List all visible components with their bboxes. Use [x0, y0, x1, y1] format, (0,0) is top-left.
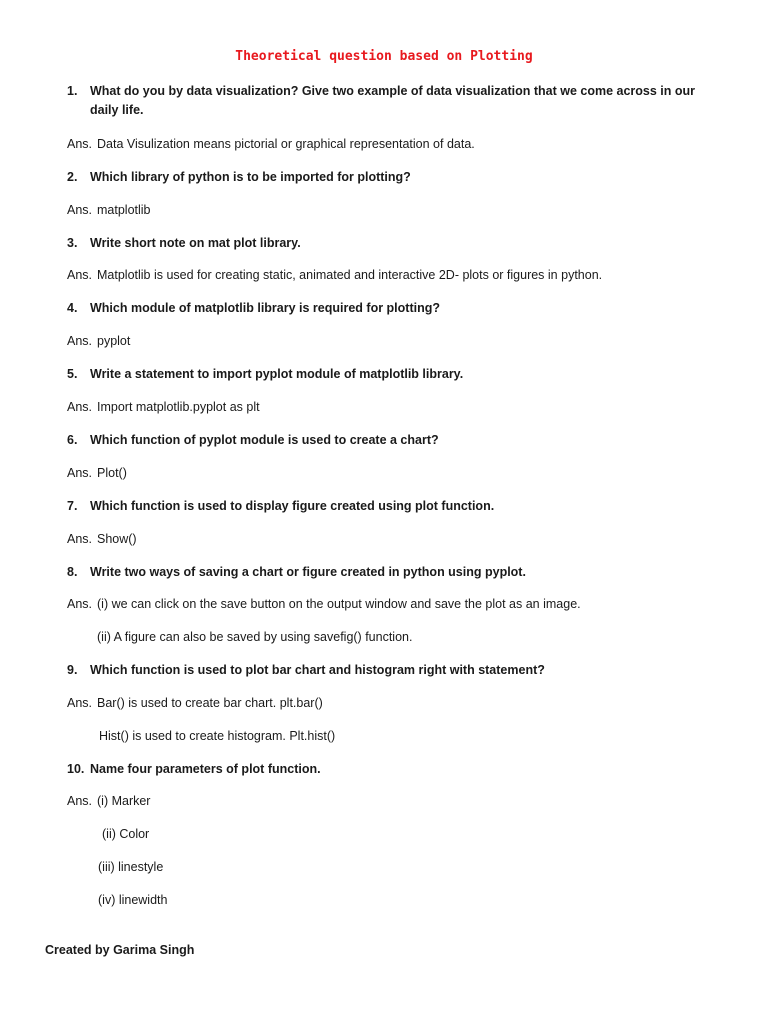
question-5 [67, 365, 710, 384]
answer-1 [67, 135, 475, 153]
answer-6 [67, 464, 127, 482]
answer-text: pyplot [97, 334, 131, 348]
question-text: Write short note on mat plot library. [90, 236, 301, 250]
answer-label: Ans. [67, 268, 93, 282]
question-number: 5. [67, 367, 78, 381]
question-text: What do you by data visualization? Give two example of data visualization that we come across in our daily life. [90, 84, 695, 117]
question-8 [67, 563, 710, 582]
answer-text: Data Visulization means pictorial or graphical representation of data. [97, 137, 475, 151]
answer-text: (i) we can click on the save button on the output window and save the plot as an image. [97, 597, 581, 611]
question-number: 10. [67, 762, 85, 776]
answer-label: Ans. [67, 400, 93, 414]
answer-text: Matplotlib is used for creating static, animated and interactive 2D- plots or figures in python. [97, 268, 603, 282]
answer-8-part-2: (ii) A figure can also be saved by using savefig() function. [97, 630, 413, 644]
question-1 [67, 82, 710, 120]
question-number: 2. [67, 170, 78, 184]
answer-label: Ans. [67, 696, 93, 710]
question-4 [67, 299, 710, 318]
question-text: Which function of pyplot module is used to create a chart? [90, 433, 439, 447]
answer-label: Ans. [67, 334, 93, 348]
answer-text: (i) Marker [97, 794, 151, 808]
question-number: 4. [67, 301, 78, 315]
answer-3 [67, 266, 602, 284]
question-text: Write a statement to import pyplot module of matplotlib library. [90, 367, 464, 381]
author-credit: Created by Garima Singh [45, 943, 195, 957]
question-number: 3. [67, 236, 78, 250]
question-number: 1. [67, 84, 78, 98]
answer-label: Ans. [67, 532, 93, 546]
answer-label: Ans. [67, 794, 93, 808]
answer-9-part-1 [67, 694, 323, 712]
page-title: Theoretical question based on Plotting [235, 49, 533, 64]
answer-10-part-4: (iv) linewidth [98, 893, 168, 907]
answer-text: Bar() is used to create bar chart. plt.bar() [97, 696, 323, 710]
question-number: 9. [67, 663, 78, 677]
answer-5 [67, 398, 260, 416]
answer-text: Import matplotlib.pyplot as plt [97, 400, 260, 414]
question-text: Which function is used to plot bar chart and histogram right with statement? [90, 663, 545, 677]
answer-7 [67, 530, 137, 548]
answer-2 [67, 201, 151, 219]
answer-text: Show() [97, 532, 137, 546]
question-6 [67, 431, 710, 450]
answer-8-part-1 [67, 595, 581, 613]
question-text: Which function is used to display figure created using plot function. [90, 499, 495, 513]
question-9 [67, 661, 710, 680]
answer-10-part-2: (ii) Color [102, 827, 150, 841]
answer-10-part-3: (iii) linestyle [98, 860, 164, 874]
question-text: Name four parameters of plot function. [90, 762, 321, 776]
answer-label: Ans. [67, 597, 93, 611]
question-number: 8. [67, 565, 78, 579]
question-number: 7. [67, 499, 78, 513]
question-2 [67, 168, 710, 187]
question-text: Which library of python is to be imported for plotting? [90, 170, 411, 184]
answer-4 [67, 332, 130, 350]
answer-text: matplotlib [97, 203, 151, 217]
answer-label: Ans. [67, 203, 93, 217]
question-number: 6. [67, 433, 78, 447]
question-10 [67, 760, 710, 779]
answer-9-part-2: Hist() is used to create histogram. Plt.hist() [99, 729, 336, 743]
answer-10-part-1 [67, 792, 150, 810]
answer-label: Ans. [67, 466, 93, 480]
question-7 [67, 497, 710, 516]
question-3 [67, 234, 710, 253]
question-text: Which module of matplotlib library is required for plotting? [90, 301, 440, 315]
answer-label: Ans. [67, 137, 93, 151]
answer-text: Plot() [97, 466, 127, 480]
question-text: Write two ways of saving a chart or figure created in python using pyplot. [90, 565, 526, 579]
